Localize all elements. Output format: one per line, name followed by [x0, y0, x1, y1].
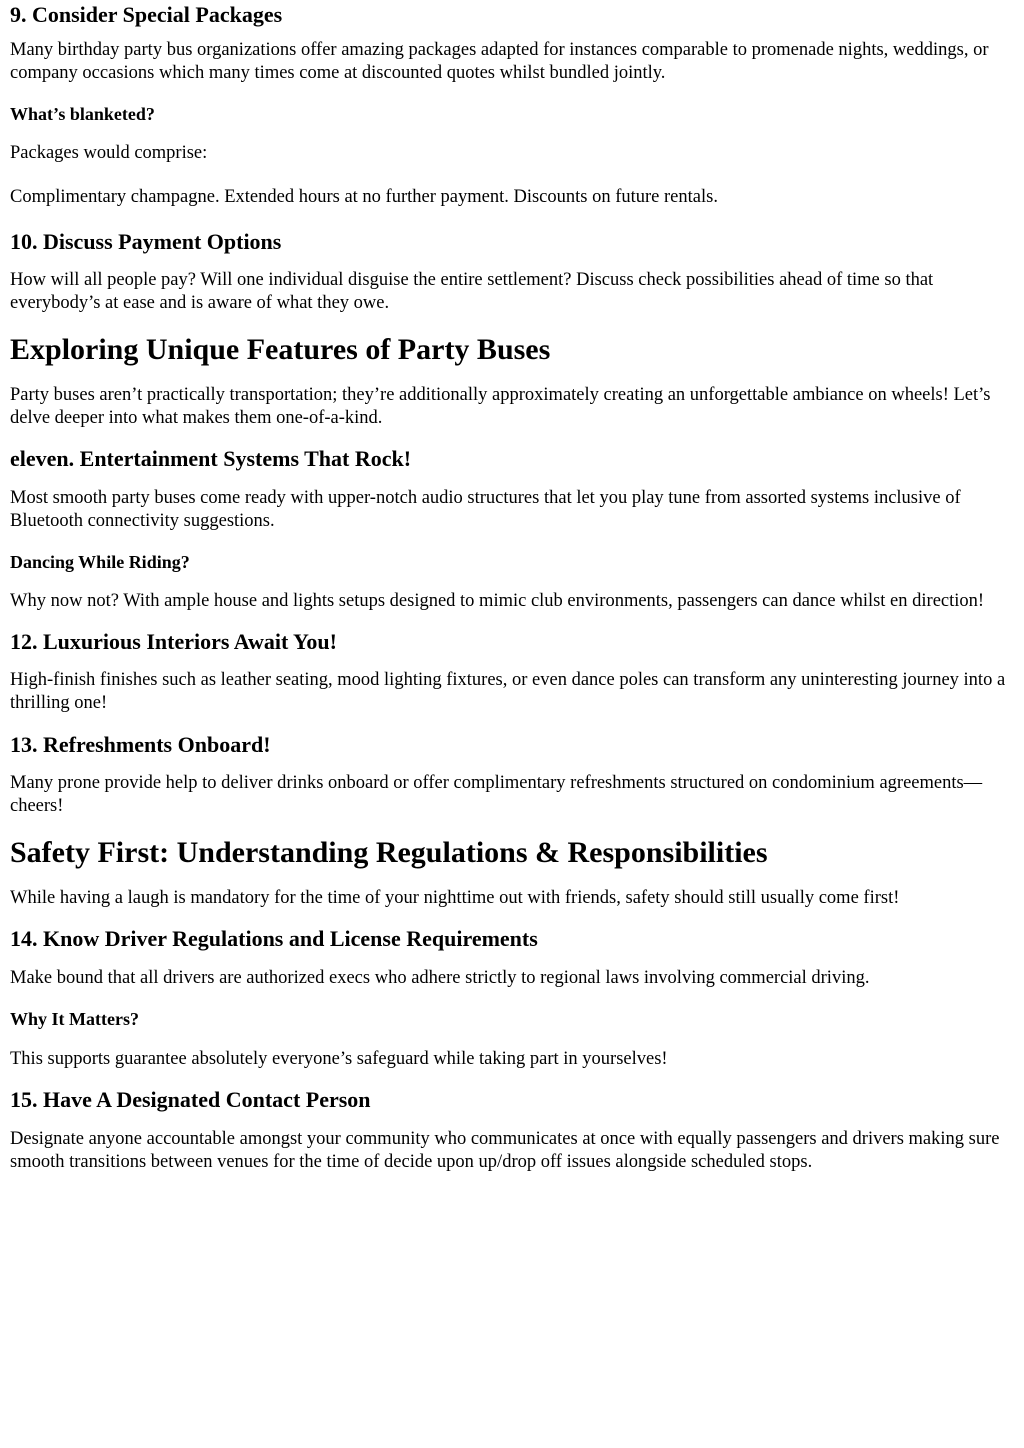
section-heading-12: 12. Luxurious Interiors Await You!	[10, 629, 337, 654]
paragraph-special-packages: Many birthday party bus organizations offer amazing packages adapted for instances comparable to promenade nights, weddings, or company occasions which many times come at discounted quotes whilst bundled jointly.	[10, 40, 989, 83]
section-heading-15: 15. Have A Designated Contact Person	[10, 1087, 371, 1112]
section-title-unique-features: Exploring Unique Features of Party Buses	[10, 333, 551, 366]
paragraph-package-items: Complimentary champagne. Extended hours at no further payment. Discounts on future rentals.	[10, 187, 718, 207]
paragraph-safety: While having a laugh is mandatory for the time of your nighttime out with friends, safety should still usually come first!	[10, 888, 900, 908]
paragraph-why-it-matters: This supports guarantee absolutely everyone’s safeguard while taking part in yourselves!	[10, 1049, 668, 1069]
subheading-dancing: Dancing While Riding?	[10, 552, 190, 572]
subheading-whats-blanketed: What’s blanketed?	[10, 104, 155, 124]
section-heading-13: 13. Refreshments Onboard!	[10, 732, 271, 757]
paragraph-refreshments: Many prone provide help to deliver drinks onboard or offer complimentary refreshments structured on condominium agreements—cheers!	[10, 773, 983, 816]
paragraph-payment-options: How will all people pay? Will one individual disguise the entire settlement? Discuss check possibilities ahead of time so that everybody’s at ease and is aware of what they owe.	[10, 270, 934, 313]
section-heading-9: 9. Consider Special Packages	[10, 2, 283, 27]
paragraph-interiors: High-finish finishes such as leather seating, mood lighting fixtures, or even dance poles can transform any uninteresting journey into a thrilling one!	[10, 670, 1006, 713]
paragraph-driver-regulations: Make bound that all drivers are authorized execs who adhere strictly to regional laws involving commercial driving.	[10, 968, 870, 988]
section-heading-11: eleven. Entertainment Systems That Rock!	[10, 446, 412, 471]
section-title-safety-first: Safety First: Understanding Regulations & Responsibilities	[10, 836, 768, 869]
paragraph-contact-person: Designate anyone accountable amongst your community who communicates at once with equally passengers and drivers making sure smooth transitions between venues for the time of decide upon up/drop off issues alongside scheduled stops.	[10, 1129, 1000, 1172]
paragraph-unique-features: Party buses aren’t practically transportation; they’re additionally approximately creating an unforgettable ambiance on wheels! Let’s delve deeper into what makes them one-of-a-kind.	[10, 385, 991, 428]
article-body	[0, 2, 1024, 1174]
paragraph-entertainment: Most smooth party buses come ready with upper-notch audio structures that let you play tune from assorted systems inclusive of Bluetooth connectivity suggestions.	[10, 488, 961, 531]
subheading-why-it-matters: Why It Matters?	[10, 1009, 139, 1029]
section-heading-14: 14. Know Driver Regulations and License Requirements	[10, 926, 538, 951]
paragraph-packages-comprise: Packages would comprise:	[10, 143, 208, 163]
section-heading-10: 10. Discuss Payment Options	[10, 229, 282, 254]
paragraph-dancing: Why now not? With ample house and lights setups designed to mimic club environments, passengers can dance whilst en direction!	[10, 591, 985, 611]
